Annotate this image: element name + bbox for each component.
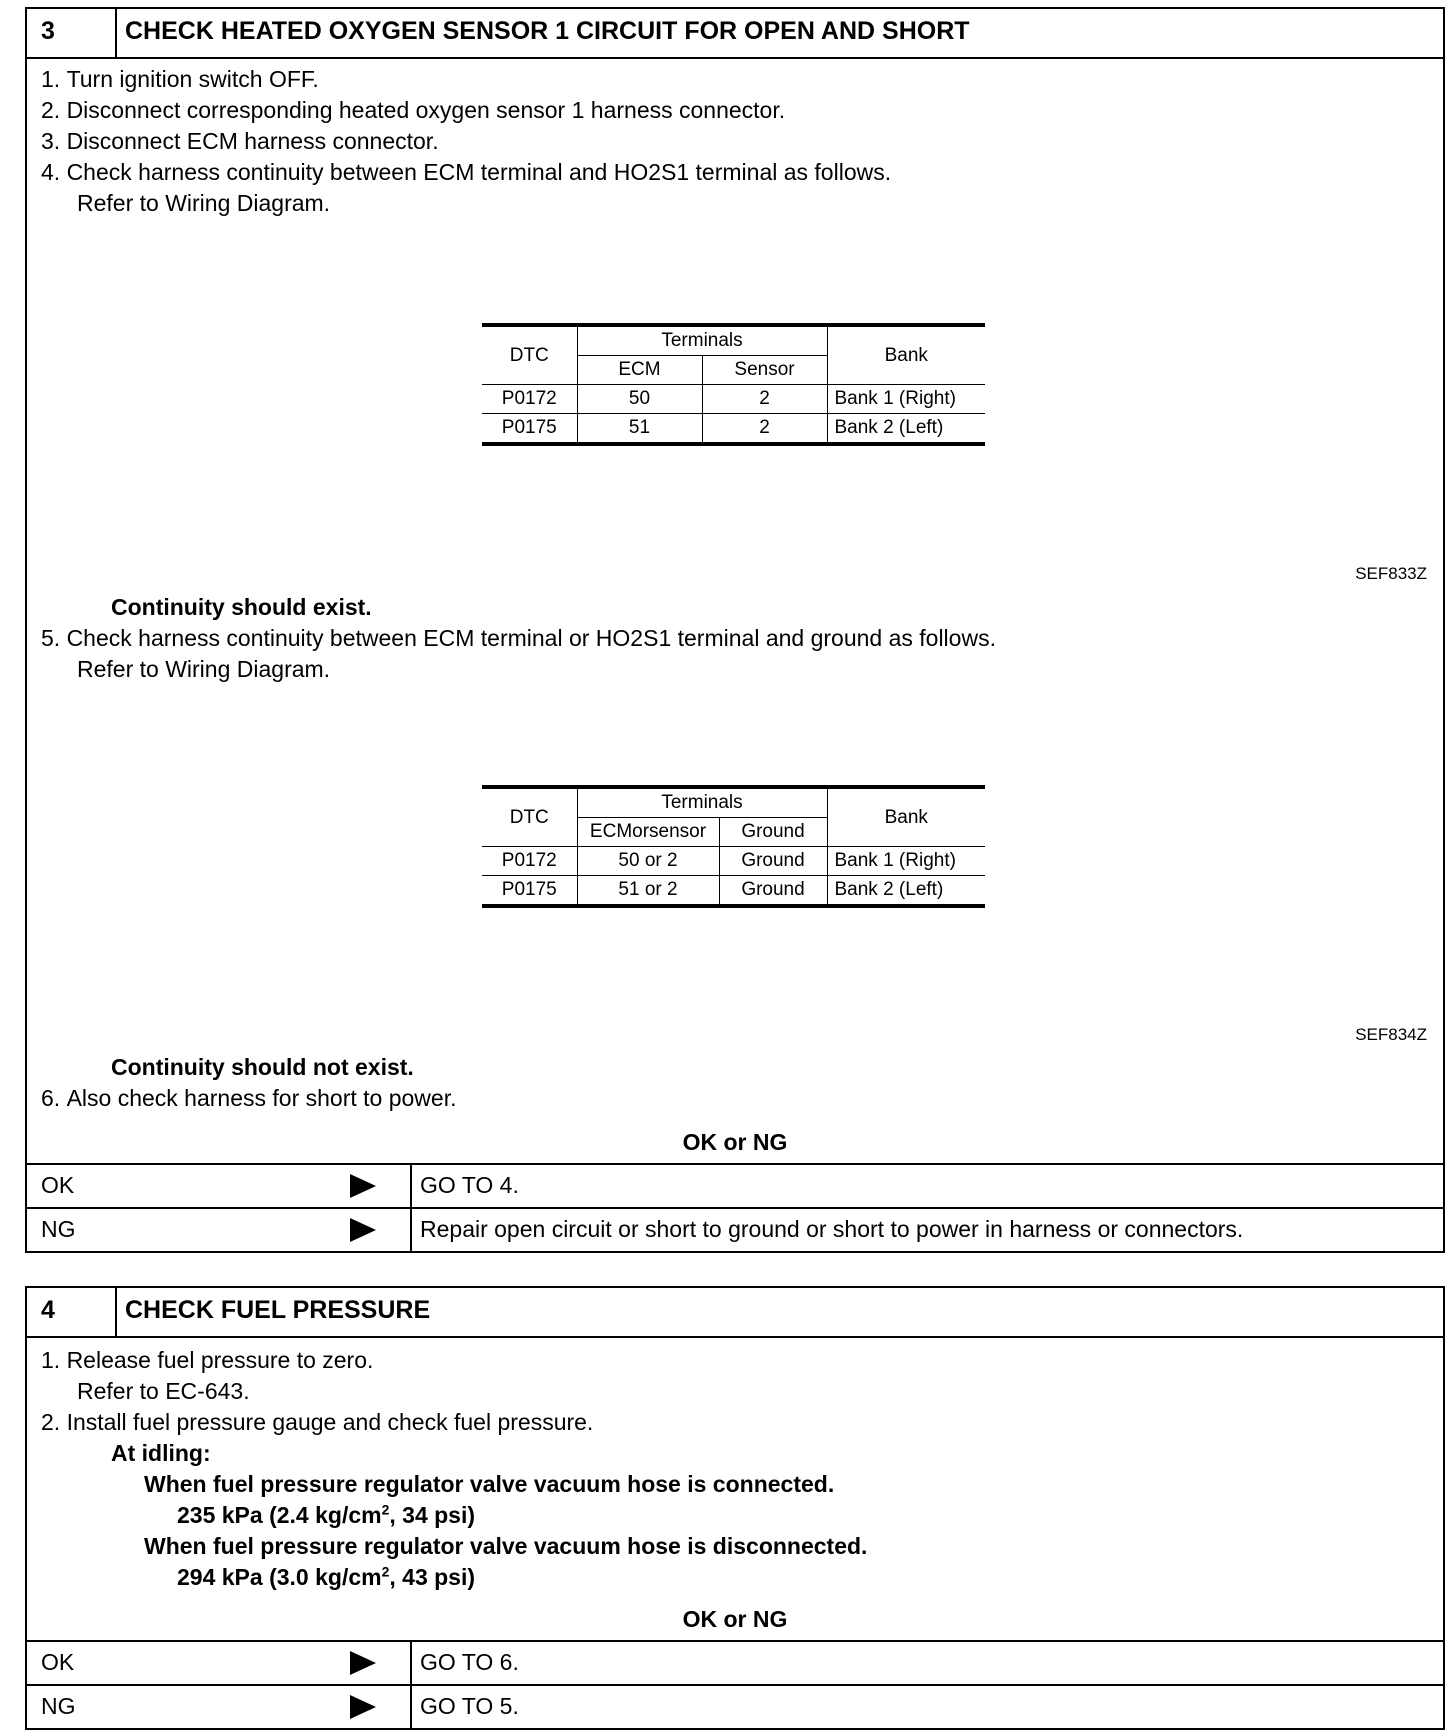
- table-header-ecm-or-sensor: ECMorsensor: [577, 818, 719, 847]
- table-row: [482, 847, 985, 876]
- step-number: 3: [41, 17, 55, 45]
- result-label-ng: NG: [41, 1216, 76, 1242]
- header-divider: [115, 9, 117, 57]
- step-item-1-ref: Refer to EC-643.: [77, 1378, 250, 1404]
- step-title: CHECK HEATED OXYGEN SENSOR 1 CIRCUIT FOR OPEN AND SHORT: [125, 17, 970, 45]
- result-action-ok: GO TO 4.: [420, 1172, 519, 1198]
- row-divider: [410, 1642, 412, 1684]
- disconnected-condition: When fuel pressure regulator valve vacuum hose is disconnected.: [144, 1533, 868, 1559]
- cell-sensor: 2: [702, 385, 827, 414]
- table-row: [482, 385, 985, 414]
- table-header-terminals: Terminals: [577, 325, 827, 356]
- cell-ecm: 50: [577, 385, 702, 414]
- result-action-ng: Repair open circuit or short to ground or short to power in harness or connectors.: [420, 1216, 1244, 1242]
- step-item-5-ref: Refer to Wiring Diagram.: [77, 656, 331, 682]
- table-header-dtc: DTC: [482, 325, 577, 385]
- arrow-right-icon: [350, 1695, 376, 1719]
- cell-dtc: P0175: [482, 414, 577, 445]
- cell-ground: Ground: [719, 876, 827, 907]
- ok-or-ng-title: OK or NG: [682, 1129, 788, 1155]
- cell-bank: Bank 1 (Right): [827, 385, 985, 414]
- step-item-4-ref: Refer to Wiring Diagram.: [77, 190, 331, 216]
- step-4-box: [25, 1286, 1445, 1730]
- cell-bank: Bank 1 (Right): [827, 847, 985, 876]
- table-header-bank: Bank: [827, 787, 985, 847]
- cell-ecm: 51: [577, 414, 702, 445]
- continuity-table-ground: [482, 785, 985, 908]
- result-row-ng: [27, 1684, 1443, 1728]
- step-item-1: 1. Turn ignition switch OFF.: [41, 66, 319, 92]
- arrow-right-icon: [350, 1174, 376, 1198]
- cell-dtc: P0175: [482, 876, 577, 907]
- result-action-ng: GO TO 5.: [420, 1693, 519, 1719]
- row-divider: [410, 1165, 412, 1207]
- ok-or-ng-title: OK or NG: [682, 1606, 788, 1632]
- table-header-dtc: DTC: [482, 787, 577, 847]
- step-item-1: 1. Release fuel pressure to zero.: [41, 1347, 374, 1373]
- table-header-ground: Ground: [719, 818, 827, 847]
- step-number: 4: [41, 1296, 55, 1324]
- table-row: [482, 876, 985, 907]
- figure-reference: SEF833Z: [1355, 564, 1427, 583]
- step-3-header: [27, 9, 1443, 59]
- continuity-should-not-exist: Continuity should not exist.: [111, 1054, 414, 1080]
- step-item-2: 2. Install fuel pressure gauge and check fuel pressure.: [41, 1409, 594, 1435]
- cell-dtc: P0172: [482, 385, 577, 414]
- cell-dtc: P0172: [482, 847, 577, 876]
- result-row-ok: [27, 1640, 1443, 1684]
- result-action-ok: GO TO 6.: [420, 1649, 519, 1675]
- result-label-ng: NG: [41, 1693, 76, 1719]
- table-row: [482, 414, 985, 445]
- at-idling-label: At idling:: [111, 1440, 211, 1466]
- step-item-4: 4. Check harness continuity between ECM terminal and HO2S1 terminal as follows.: [41, 159, 892, 185]
- header-divider: [115, 1288, 117, 1336]
- step-item-5: 5. Check harness continuity between ECM terminal or HO2S1 terminal and ground as follows.: [41, 625, 996, 651]
- pressure-connected: 235 kPa (2.4 $kg/cm^2$, 34 psi): [177, 1501, 476, 1528]
- result-row-ng: [27, 1207, 1443, 1251]
- row-divider: [410, 1209, 412, 1251]
- result-row-ok: [27, 1163, 1443, 1207]
- table-header-terminals: Terminals: [577, 787, 827, 818]
- cell-bank: Bank 2 (Left): [827, 876, 985, 907]
- figure-reference: SEF834Z: [1355, 1025, 1427, 1044]
- continuity-table-ecm-sensor: [482, 323, 985, 446]
- step-item-6: 6. Also check harness for short to power.: [41, 1085, 457, 1111]
- step-title: CHECK FUEL PRESSURE: [125, 1296, 431, 1324]
- step-item-2: 2. Disconnect corresponding heated oxygen sensor 1 harness connector.: [41, 97, 786, 123]
- step-4-header: [27, 1288, 1443, 1338]
- step-item-3: 3. Disconnect ECM harness connector.: [41, 128, 439, 154]
- result-label-ok: OK: [41, 1649, 75, 1675]
- cell-ecm-or-sensor: 50 or 2: [577, 847, 719, 876]
- row-divider: [410, 1686, 412, 1728]
- result-label-ok: OK: [41, 1172, 75, 1198]
- cell-sensor: 2: [702, 414, 827, 445]
- table-header-ecm: ECM: [577, 356, 702, 385]
- pressure-disconnected: 294 kPa (3.0 $kg/cm^2$, 43 psi): [177, 1563, 476, 1590]
- connected-condition: When fuel pressure regulator valve vacuum hose is connected.: [144, 1471, 835, 1497]
- cell-ground: Ground: [719, 847, 827, 876]
- table-header-bank: Bank: [827, 325, 985, 385]
- cell-ecm-or-sensor: 51 or 2: [577, 876, 719, 907]
- continuity-should-exist: Continuity should exist.: [111, 594, 372, 620]
- cell-bank: Bank 2 (Left): [827, 414, 985, 445]
- arrow-right-icon: [350, 1651, 376, 1675]
- step-3-box: [25, 7, 1445, 1253]
- table-header-sensor: Sensor: [702, 356, 827, 385]
- arrow-right-icon: [350, 1218, 376, 1242]
